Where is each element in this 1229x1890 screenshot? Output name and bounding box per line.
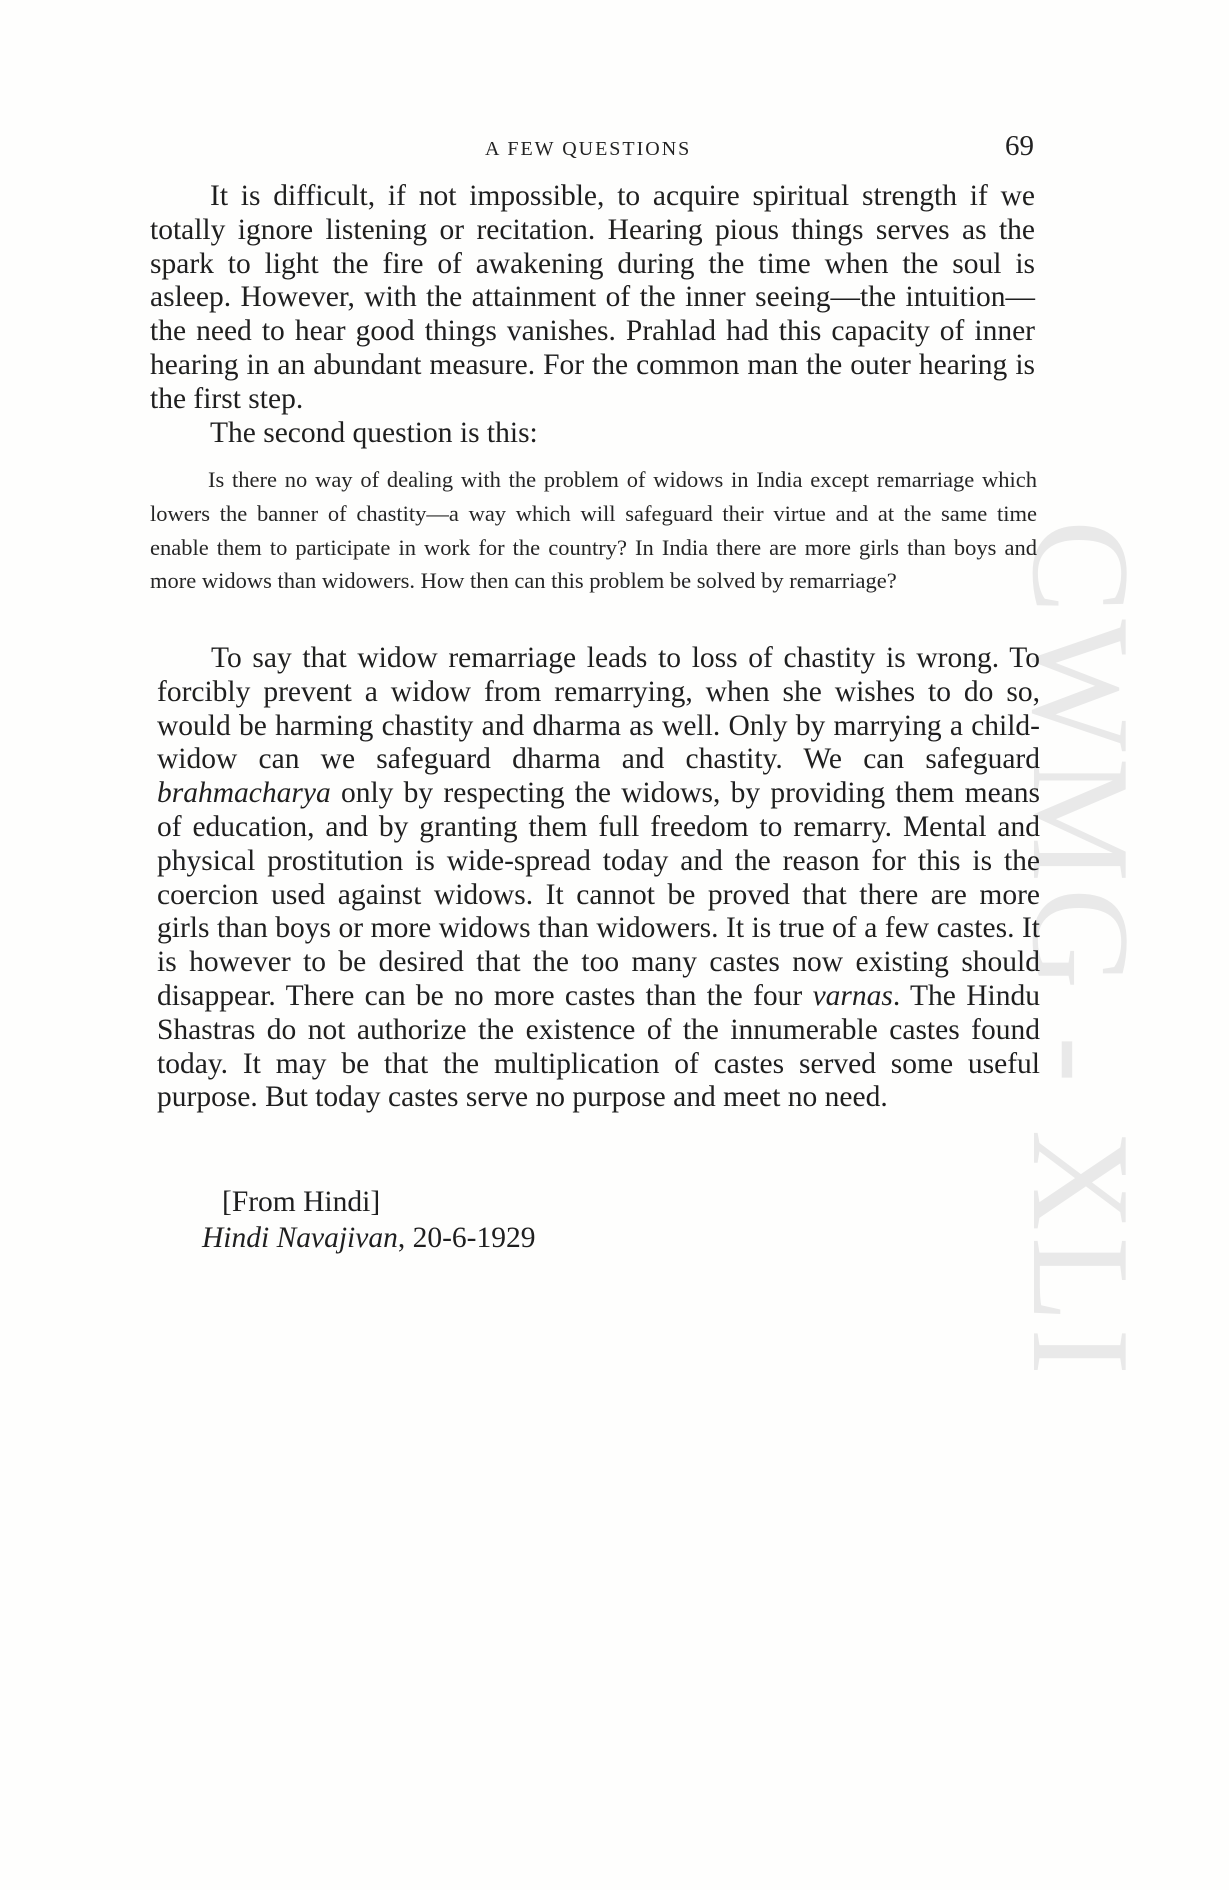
- intro-text: [150, 180, 1035, 450]
- answer-block: [157, 642, 1040, 1115]
- answer-italic-varnas: varnas: [812, 979, 893, 1012]
- answer-text-3: . The Hindu Shastras do not authorize the existence of the innumerable castes found today. It may be that the multiplication of castes served some useful purpose. But today castes serve no purpose and meet no need.: [157, 979, 1040, 1114]
- question-text: Is there no way of dealing with the problem of widows in India except remarriage which lowers the banner of chastity—a way which will safeguard their virtue and at the same time enable them to participate in work for the country? In India there are more girls than boys and more widows than widowers. How then can this problem be solved by remarriage?: [150, 467, 1037, 594]
- answer-text-2: only by respecting the widows, by providing them means of education, and by granting them full freedom to remarry. Mental and physical prostitution is wide-spread today and the reason for this is the coercion used against widows. It cannot be proved that there are more girls than boys or more widows than widowers. It is true of a few castes. It is however to be desired that the too many castes now existing should disappear. There can be no more castes than the four: [157, 777, 1040, 1012]
- answer-paragraph: [157, 642, 1040, 1115]
- page-number: 69: [1005, 130, 1034, 162]
- paragraph-second-question: The second question is this:: [210, 416, 538, 449]
- answer-italic-brahmacharya: brahmacharya: [157, 777, 331, 810]
- citation: [202, 1222, 535, 1256]
- running-head: [0, 130, 1229, 170]
- citation-date: , 20-6-1929: [397, 1222, 536, 1254]
- running-title: A FEW QUESTIONS: [485, 138, 692, 160]
- paragraph-spiritual-strength: It is difficult, if not impossible, to acquire spiritual strength if we totally ignore listening or recitation. Hearing pious things serves as the spark to light the fire of awakening during the time when the soul is asleep. However, with the attainment of the inner seeing—the intuition—the need to hear good things vanishes. Prahlad had this capacity of inner hearing in an abundant measure. For the common man the outer hearing is the first step.: [150, 180, 1035, 415]
- citation-publication: Hindi Navajivan: [202, 1222, 398, 1254]
- watermark-text: CWMG - XLI: [1002, 519, 1158, 1381]
- source-note: [From Hindi]: [222, 1186, 381, 1218]
- answer-text-1: To say that widow remarriage leads to loss of chastity is wrong. To forcibly prevent a widow from remarrying, when she wishes to do so, would be harming chastity and dharma as well. Only by marrying a child-widow can we safeguard dharma and chastity. We can safeguard: [157, 642, 1040, 776]
- question-block: [150, 463, 1037, 598]
